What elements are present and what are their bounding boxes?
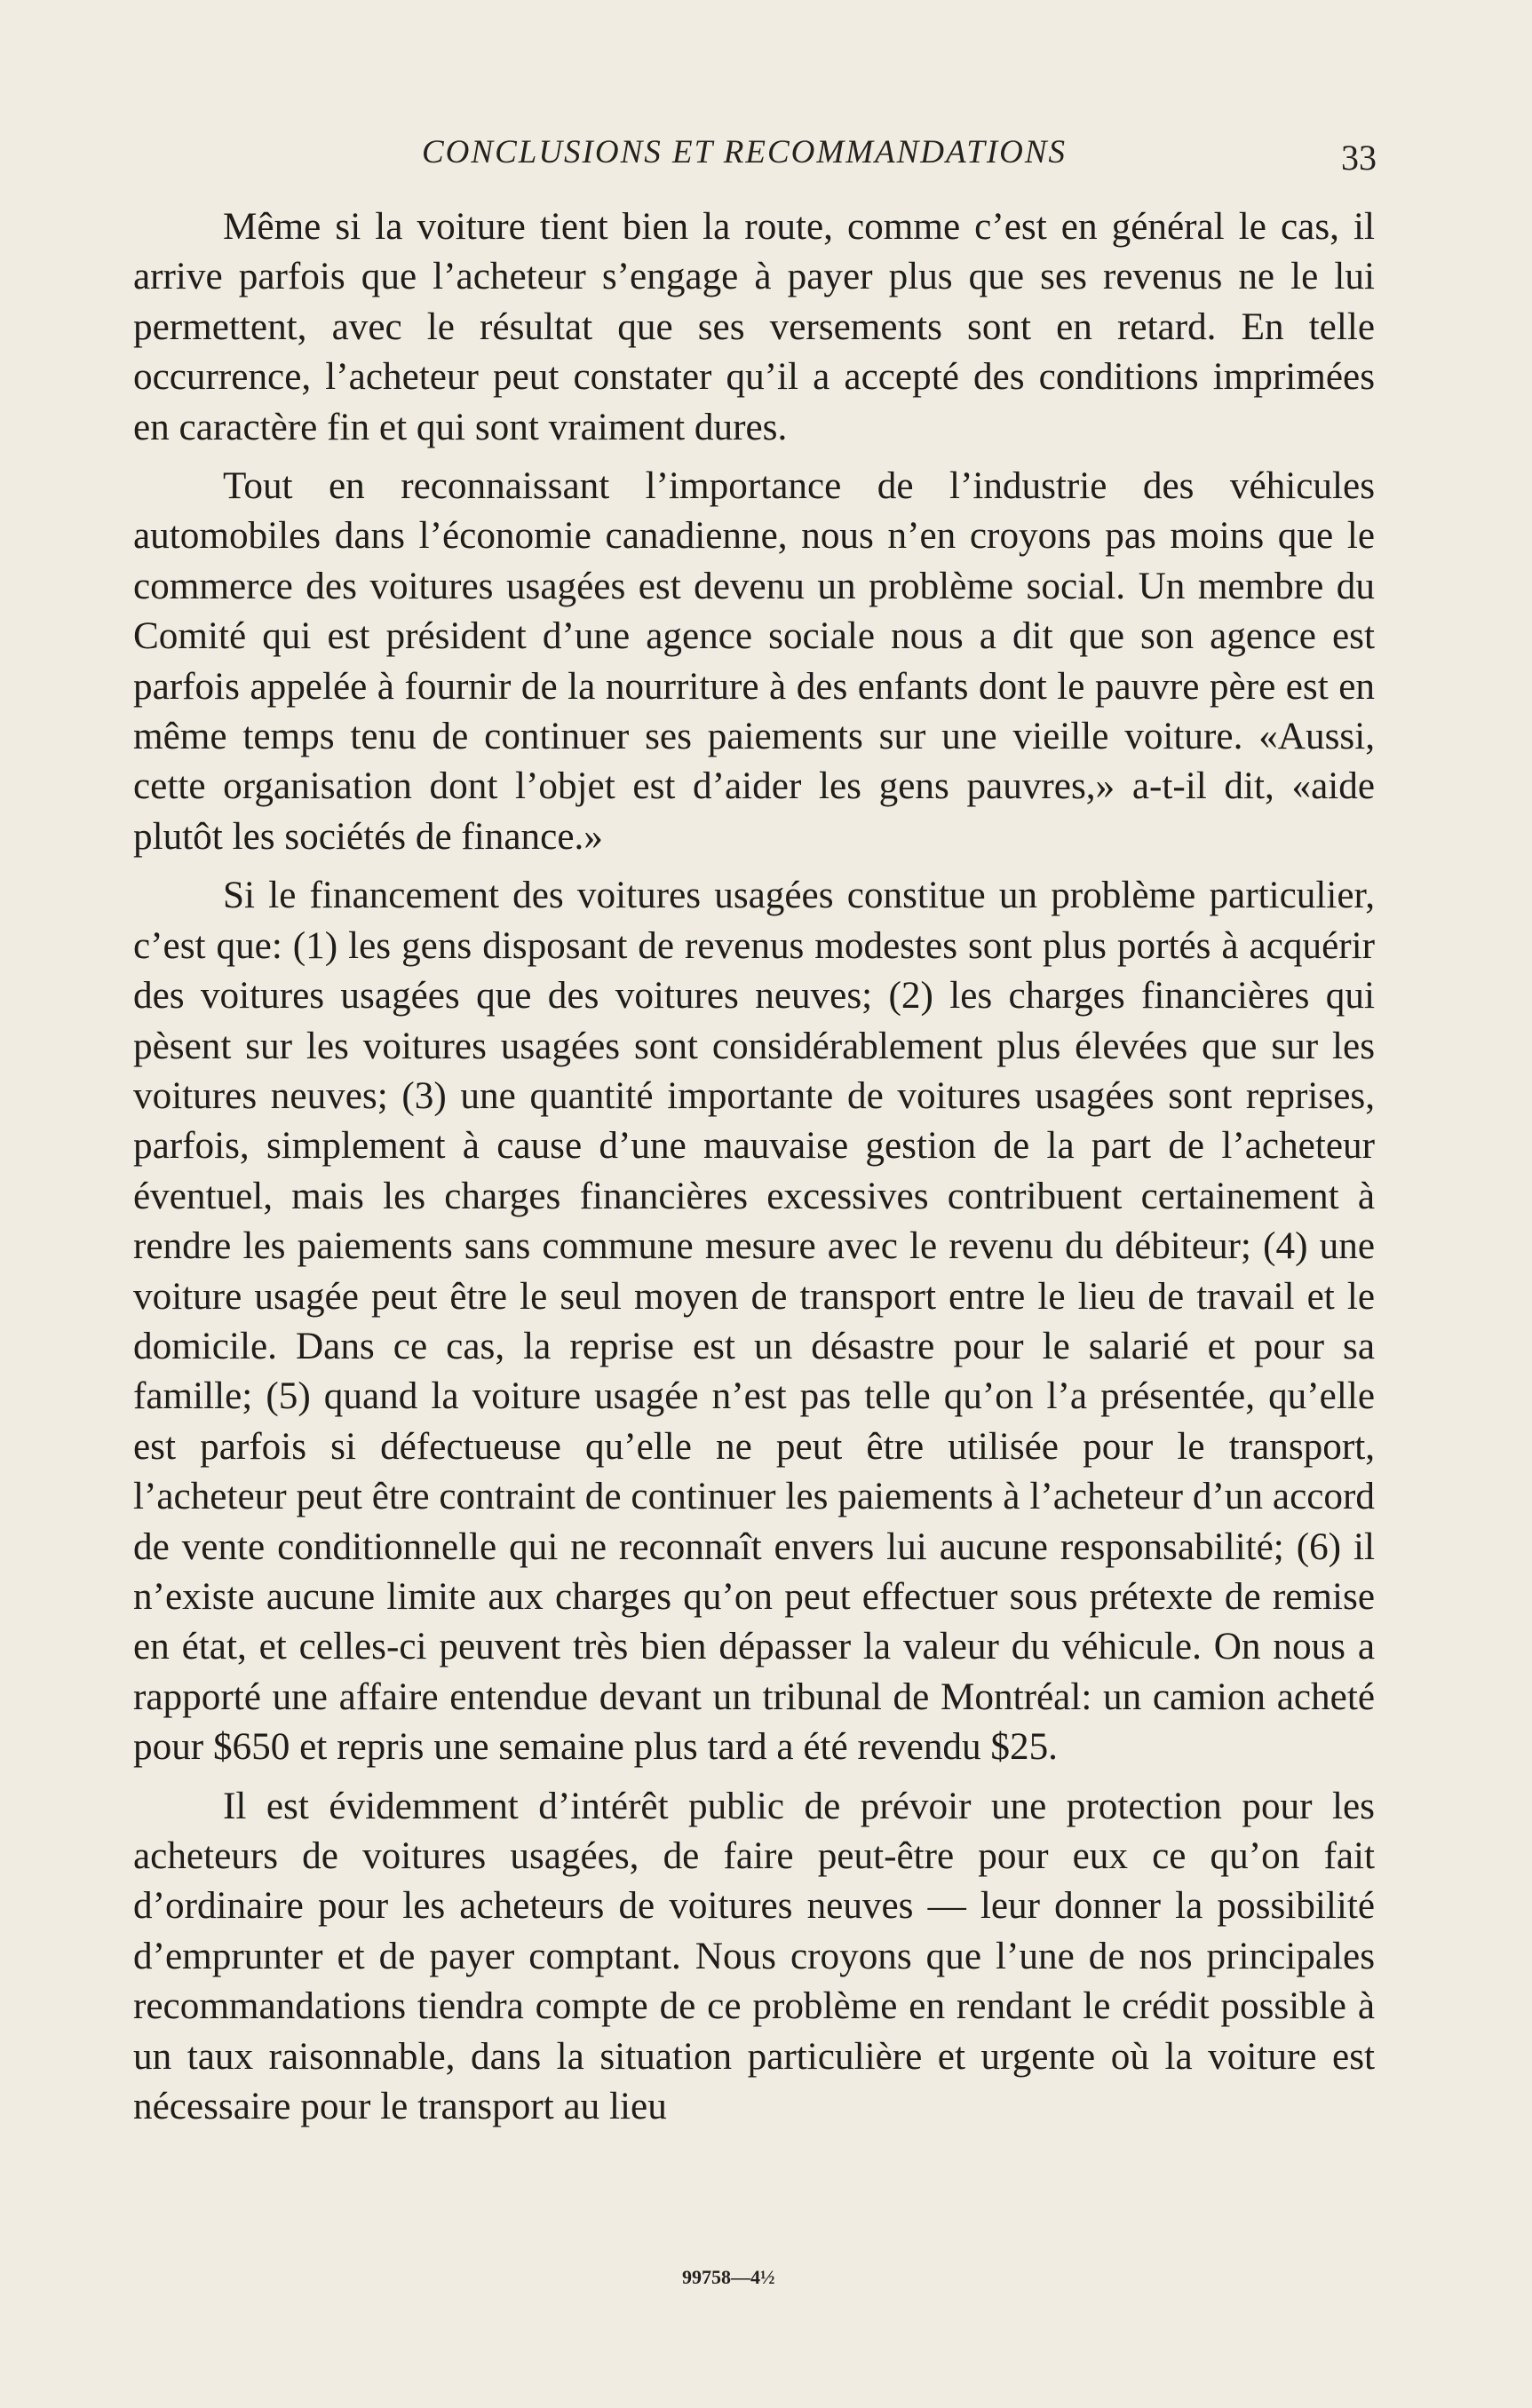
- paragraph: Tout en reconnaissant l’importance de l’industrie des véhicules automobiles dans l’économie canadienne, nous n’en croyons pas moins que le commerce des voitures usagées est devenu un problème social. Un membre du Comité qui est président d’une agence sociale nous a dit que son agence est parfois appelée à fournir de la nourriture à des enfants dont le pauvre père est en même temps tenu de continuer ses paiements sur une vieille voiture. «Aussi, cette organisation dont l’objet est d’aider les gens pauvres,» a-t-il dit, «aide plutôt les sociétés de finance.»: [133, 465, 1375, 858]
- paragraph: Si le financement des voitures usagées constitue un problème particulier, c’est que: (1) les gens disposant de revenus modestes sont plus portés à acquérir des voitures usagées que des voitures neuves; (2) les charges financières qui pèsent sur les voitures usagées sont considérablement plus élevées que sur les voitures neuves; (3) une quantité importante de voitures usagées sont reprises, parfois, simplement à cause d’une mauvaise gestion de la part de l’acheteur éventuel, mais les charges financières excessives contribuent certainement à rendre les paiements sans commune mesure avec le revenu du débiteur; (4) une voiture usagée peut être le seul moyen de transport entre le lieu de travail et le domicile. Dans ce cas, la reprise est un désastre pour le salarié et pour sa famille; (5) quand la voiture usagée n’est pas telle qu’on l’a présentée, qu’elle est parfois si défectueuse qu’elle ne peut être utilisée pour le transport, l’acheteur peut être contraint de continuer les paiements à l’acheteur d’un accord de vente conditionnelle qui ne reconnaît envers lui aucune responsabilité; (6) il n’existe aucune limite aux charges qu’on peut effectuer sous prétexte de remise en état, et celles-ci peuvent très bien dépasser la valeur du véhicule. On nous a rapporté une affaire entendue devant un tribunal de Montréal: un camion acheté pour $650 et repris une semaine plus tard a été revendu $25.: [133, 875, 1375, 1769]
- body-text: [133, 202, 1375, 2141]
- paragraph: Même si la voiture tient bien la route, comme c’est en général le cas, il arrive parfois que l’acheteur s’engage à payer plus que ses revenus ne le lui permettent, avec le résultat que ses versements sont en retard. En telle occurrence, l’acheteur peut constater qu’il a accepté des conditions imprimées en caractère fin et qui sont vraiment dures.: [133, 206, 1375, 448]
- print-code: 99758—4½: [682, 2266, 775, 2288]
- running-title: CONCLUSIONS ET RECOMMANDATIONS: [422, 134, 1068, 170]
- page-number: 33: [1341, 138, 1377, 178]
- paragraph: Il est évidemment d’intérêt public de prévoir une protection pour les acheteurs de voitures usagées, de faire peut-être pour eux ce qu’on fait d’ordinaire pour les acheteurs de voitures neuves — leur donner la possibilité d’emprunter et de payer comptant. Nous croyons que l’une de nos principales recommandations tiendra compte de ce problème en rendant le crédit possible à un taux raisonnable, dans la situation particulière et urgente où la voiture est nécessaire pour le transport au lieu: [133, 1785, 1375, 2128]
